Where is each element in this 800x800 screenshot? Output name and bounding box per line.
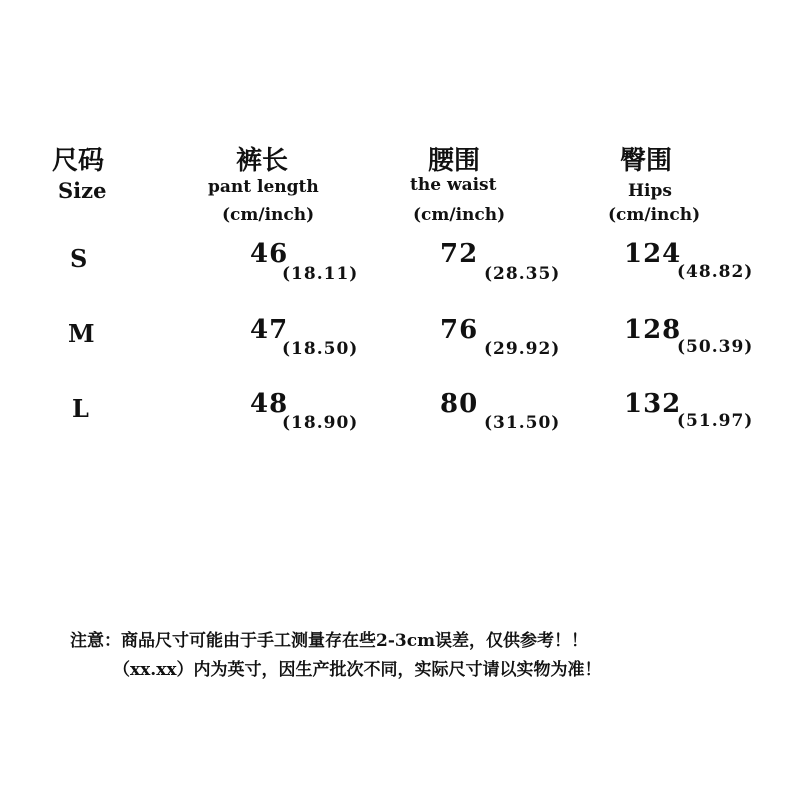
waist-cm-l: 80: [440, 389, 479, 419]
hips-inch-s: (48.82): [677, 262, 754, 282]
waist-inch-m: (29.92): [484, 339, 561, 359]
note-line-2: （xx.xx）内为英寸，因生产批次不同，实际尺寸请以实物为准！: [113, 660, 602, 680]
size-label-s: S: [70, 244, 88, 273]
hips-cm-l: 132: [624, 389, 682, 419]
size-label-m: M: [68, 319, 95, 348]
header-size-zh: 尺码: [52, 146, 105, 176]
size-label-l: L: [72, 394, 89, 423]
waist-inch-s: (28.35): [484, 264, 561, 284]
header-hips-unit: (cm/inch): [608, 205, 701, 225]
pant-length-cm-l: 48: [250, 389, 289, 419]
header-size-en: Size: [58, 178, 107, 203]
pant-length-cm-m: 47: [250, 315, 289, 345]
note-line-1: 注意：商品尺寸可能由于手工测量存在些2-3cm误差，仅供参考！！: [70, 631, 589, 651]
hips-cm-s: 124: [624, 239, 682, 269]
pant-length-inch-s: (18.11): [282, 264, 359, 284]
header-hips-zh: 臀围: [620, 146, 673, 176]
hips-inch-m: (50.39): [677, 337, 754, 357]
header-pant-length-en: pant length: [208, 177, 319, 197]
pant-length-inch-m: (18.50): [282, 339, 359, 359]
header-waist-unit: (cm/inch): [413, 205, 506, 225]
pant-length-inch-l: (18.90): [282, 413, 359, 433]
header-waist-en: the waist: [410, 175, 497, 195]
pant-length-cm-s: 46: [250, 239, 289, 269]
waist-cm-s: 72: [440, 239, 479, 269]
waist-inch-l: (31.50): [484, 413, 561, 433]
header-pant-length-zh: 裤长: [236, 146, 289, 176]
header-hips-en: Hips: [628, 181, 672, 201]
hips-cm-m: 128: [624, 315, 682, 345]
waist-cm-m: 76: [440, 315, 479, 345]
hips-inch-l: (51.97): [677, 411, 754, 431]
header-pant-length-unit: (cm/inch): [222, 205, 315, 225]
header-waist-zh: 腰围: [428, 146, 481, 176]
